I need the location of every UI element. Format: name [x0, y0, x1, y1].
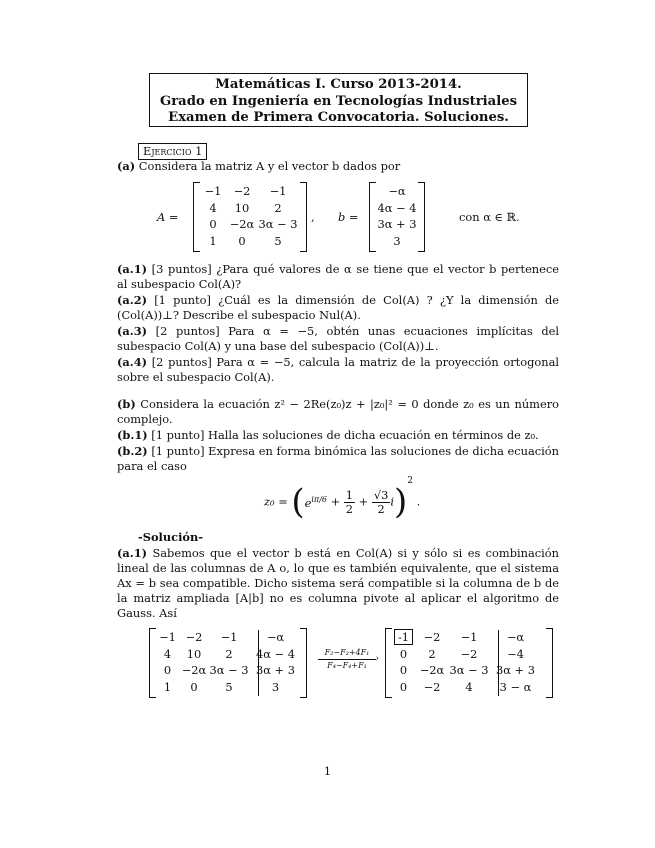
header-line-2: Grado en Ingeniería en Tecnologías Industriales — [159, 93, 518, 109]
matrix-a-value: −2α — [229, 217, 255, 231]
matrix-a-cell — [257, 201, 299, 218]
gauss-right-value: 4 — [465, 679, 473, 694]
matrix-a-label: A = — [157, 210, 179, 224]
matrix-a — [193, 184, 307, 250]
gauss-left-cell — [208, 680, 250, 697]
eq-plus-2: + — [358, 494, 369, 509]
gauss-left-value: 4 — [163, 646, 172, 661]
matrix-a-value: −1 — [269, 184, 287, 198]
matrix-a-value: 3α − 3 — [258, 217, 298, 231]
gauss-left-value: 3 — [271, 679, 280, 694]
gauss-right-cell — [416, 647, 448, 664]
part-a-label: (a) — [117, 159, 136, 173]
a3-text: [2 puntos] Para α = −5, obtén unas ecuaciones implícitas del subespacio Col(A) y una base del subespacio (Col(A))⊥. — [117, 324, 559, 353]
question-a3 — [117, 324, 559, 354]
a2-text: [1 punto] ¿Cuál es la dimensión de Col(A) ? ¿Y la dimensión de (Col(A))⊥? Describe el subespacio Nul(A). — [117, 293, 559, 322]
a4-text: [2 puntos] Para α = −5, calcula la matriz de la proyección ortogonal sobre el subespacio Col(A). — [117, 355, 559, 384]
a3-label: (a.3) — [117, 324, 148, 338]
question-a1 — [117, 262, 559, 292]
part-b — [117, 397, 559, 474]
b2-text: [1 punto] Expresa en forma binómica las soluciones de dicha ecuación para el caso — [117, 444, 559, 473]
header-line-3: Examen de Primera Convocatoria. Soluciones. — [168, 110, 509, 125]
gauss-left-value: 2 — [225, 646, 233, 661]
part-a-intro — [117, 159, 559, 174]
matrix-a-value: 0 — [209, 217, 217, 231]
gauss-left-value: 5 — [225, 679, 233, 694]
vector-b-cell — [375, 201, 419, 218]
matrix-a-cell — [257, 184, 299, 201]
matrix-a-value: −1 — [204, 184, 222, 198]
a1-text: [3 puntos] ¿Para qué valores de α se tiene que el vector b pertenece al subespacio Col(A)? — [117, 262, 560, 291]
a2-label: (a.2) — [117, 293, 148, 307]
gauss-right-value: 3 − α — [499, 679, 532, 694]
gauss-left-cell — [208, 630, 250, 647]
gauss-right-value: 2 — [428, 646, 436, 661]
matrix-a-cell — [227, 217, 257, 234]
matrix-a-cell — [199, 184, 227, 201]
matrix-a-value: 0 — [238, 233, 246, 248]
gauss-left-value: 4α − 4 — [256, 646, 295, 661]
gauss-right-value: 0 — [399, 646, 408, 661]
question-b2 — [117, 444, 559, 474]
question-b1 — [117, 428, 559, 443]
gauss-right-cell — [416, 680, 448, 697]
gauss-right-cell — [391, 663, 416, 680]
solution-label: (a.1) — [117, 546, 148, 560]
b1-label: (b.1) — [117, 428, 148, 442]
row-op-1: F₂−F₂+4F₁ — [324, 648, 370, 657]
solution-text-block — [117, 546, 559, 621]
gauss-left-value: 0 — [190, 679, 198, 694]
gauss-right-cell — [391, 680, 416, 697]
vector-b-value: 3 — [393, 233, 401, 248]
exercise-label: Ejercicio 1 — [138, 143, 207, 160]
gauss-left-cell — [155, 663, 180, 680]
gauss-left-cell — [155, 680, 180, 697]
frac-sqrt3 — [372, 489, 391, 516]
b2-label: (b.2) — [117, 444, 148, 458]
gauss-left-cell — [155, 647, 180, 664]
gauss-left-value: −1 — [220, 630, 238, 644]
gauss-right-value: −2 — [423, 679, 441, 694]
a4-label: (a.4) — [117, 355, 148, 369]
a1-label: (a.1) — [117, 262, 148, 276]
matrix-a-cell — [227, 201, 257, 218]
matrix-a-cell — [257, 217, 299, 234]
gauss-right-cell — [448, 680, 490, 697]
gauss-left-cell — [208, 647, 250, 664]
matrix-a-value: 2 — [274, 200, 282, 215]
eq-lhs: z₀ = — [264, 494, 288, 509]
vector-b — [369, 184, 425, 250]
gauss-right-value: −2α — [419, 663, 445, 677]
gauss-right-value: −1 — [460, 630, 478, 644]
gauss-left-value: 0 — [163, 663, 172, 677]
row-op-2: F₄−F₄+F₁ — [327, 661, 367, 670]
part-b-intro — [117, 397, 559, 427]
augment-bar-left — [258, 630, 259, 696]
gauss-left-value: −α — [266, 630, 285, 644]
gauss-right-cell — [448, 630, 490, 647]
gauss-right-value: 3α − 3 — [449, 663, 489, 677]
matrix-a-value: 4 — [209, 200, 217, 215]
eq-end: . — [416, 494, 421, 509]
eq-plus-1: + — [330, 494, 341, 509]
gauss-right-value: −4 — [507, 646, 524, 661]
gauss-right-value: −2 — [423, 630, 441, 644]
vector-b-value: −α — [388, 184, 406, 198]
gauss-left-value: 10 — [186, 646, 202, 661]
row-operations — [318, 648, 379, 671]
b1-text: [1 punto] Halla las soluciones de dicha ecuación en términos de z₀. — [151, 428, 539, 442]
gauss-left-value: −1 — [159, 630, 176, 644]
gauss-right-cell — [416, 630, 448, 647]
gauss-right-cell — [448, 647, 490, 664]
sqrt3-num: √3 — [373, 487, 389, 502]
gauss-right-cell — [416, 663, 448, 680]
gauss-left-value: −2α — [181, 663, 207, 677]
eq-i: i — [390, 494, 394, 509]
comma: , — [311, 210, 315, 224]
vector-b-cell — [375, 217, 419, 234]
gauss-right-value: 0 — [399, 663, 408, 677]
augmented-matrix-right — [385, 630, 553, 696]
gauss-left-cell — [155, 630, 180, 647]
matrix-a-cell — [199, 201, 227, 218]
gauss-right-cell — [391, 647, 416, 664]
question-a2 — [117, 293, 559, 323]
sqrt3-den: 2 — [377, 501, 385, 516]
matrix-a-cell — [227, 184, 257, 201]
vector-b-value: 4α − 4 — [377, 200, 417, 215]
z0-equation — [264, 474, 421, 522]
question-a4 — [117, 355, 559, 385]
frac-half — [344, 489, 355, 516]
matrix-a-value: 5 — [274, 233, 282, 248]
gauss-left-cell — [208, 663, 250, 680]
gauss-left-value: 1 — [163, 679, 172, 694]
part-a-intro-text: Considera la matriz A y el vector b dados por — [138, 159, 401, 173]
eq-power: 2 — [407, 476, 413, 486]
half-den: 2 — [345, 501, 354, 516]
part-b-intro-text: Considera la ecuación z² − 2Re(z₀)z + |z₀|² = 0 donde z₀ es un número complejo. — [117, 397, 559, 426]
matrix-a-value: 10 — [234, 200, 250, 215]
right-paren: ) — [394, 482, 408, 522]
gauss-left-value: −2 — [185, 630, 203, 644]
gauss-left-value: 3α − 3 — [209, 663, 249, 677]
gauss-left-cell — [180, 647, 208, 664]
matrix-a-value: −2 — [233, 184, 251, 198]
augment-bar-right — [498, 630, 499, 696]
matrix-a-cell — [227, 234, 257, 251]
matrix-a-cell — [257, 234, 299, 251]
gauss-right-value: −α — [506, 630, 525, 644]
matrix-a-value: 1 — [209, 233, 217, 248]
pivot-box: -1 — [394, 629, 413, 645]
gauss-right-cell — [391, 630, 416, 647]
eq-exp: e — [304, 496, 312, 511]
gauss-right-value: −2 — [460, 646, 478, 661]
solution-text: Sabemos que el vector b está en Col(A) si y sólo si es combinación lineal de las columnas de A o, lo que es también equivalente, que el sistema Ax = b sea compatible. Dicho sistema será compatible si la columna de b de la matriz ampliada [A|b] no es columna pivote al aplicar el algoritmo de Gauss. Así — [117, 546, 559, 620]
part-a-questions — [117, 262, 559, 385]
matrix-a-cell — [199, 234, 227, 251]
vector-b-cell — [375, 234, 419, 251]
vector-b-cell — [375, 184, 419, 201]
gauss-left-cell — [180, 663, 208, 680]
solution-title: -Solución- — [138, 530, 204, 544]
gauss-right-value: 0 — [399, 679, 408, 694]
gauss-right-value: 3α + 3 — [496, 663, 535, 677]
header-line-1: Matemáticas I. Curso 2013-2014. — [215, 77, 462, 92]
gauss-left-cell — [180, 680, 208, 697]
gauss-left-value: 3α + 3 — [256, 663, 295, 677]
gauss-right-cell — [448, 663, 490, 680]
alpha-condition: con α ∈ ℝ. — [459, 210, 520, 224]
augmented-matrix-left — [149, 630, 307, 696]
page-number: 1 — [323, 764, 332, 778]
half-num: 1 — [345, 487, 354, 502]
left-paren: ( — [291, 482, 305, 522]
part-b-label: (b) — [117, 397, 136, 411]
vector-b-label: b = — [338, 210, 359, 224]
matrix-a-cell — [199, 217, 227, 234]
gauss-left-cell — [180, 630, 208, 647]
exam-header — [149, 73, 528, 127]
vector-b-value: 3α + 3 — [377, 217, 417, 231]
arrow-icon: › — [318, 659, 376, 660]
eq-exp-sup: iπ/6 — [311, 495, 327, 505]
